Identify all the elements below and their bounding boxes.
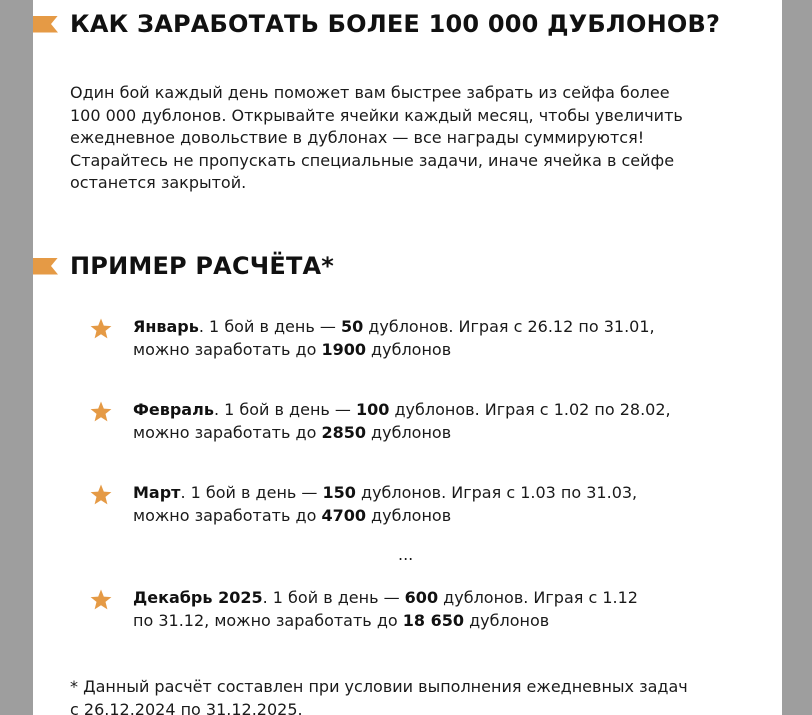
- intro-line: Старайтесь не пропускать специальные задачи, иначе ячейка в сейфе: [70, 150, 675, 170]
- example-line: [133, 505, 637, 528]
- section-heading-earn: [33, 10, 720, 38]
- text-fragment: . 1 бой в день —: [213, 400, 356, 419]
- example-line: [133, 316, 655, 339]
- footnote-line: * Данный расчёт составлен при условии выполнения ежедневных задач: [70, 677, 688, 696]
- text-fragment: можно заработать до: [133, 339, 322, 359]
- example-item-march: [89, 482, 769, 527]
- text-fragment: . 1 бой в день —: [198, 317, 341, 336]
- ellipsis-separator: ...: [398, 545, 414, 564]
- text-fragment: дублонов: [365, 339, 452, 359]
- ribbon-flag-icon: [33, 16, 58, 33]
- text-fragment: . 1 бой в день —: [262, 588, 405, 607]
- example-item-december: [89, 587, 769, 632]
- daily-amount: 50: [340, 317, 364, 336]
- footnote: [70, 676, 780, 715]
- example-line: [133, 587, 638, 610]
- total-amount: 4700: [321, 505, 366, 525]
- section-title: КАК ЗАРАБОТАТЬ БОЛЕЕ 100 000 ДУБЛОНОВ?: [70, 10, 721, 38]
- intro-line: останется закрытой.: [70, 173, 247, 192]
- text-fragment: . 1 бой в день —: [180, 483, 323, 502]
- example-line: [133, 339, 655, 362]
- text-fragment: дублонов: [463, 610, 550, 630]
- example-line: [133, 399, 671, 422]
- text-fragment: можно заработать до: [133, 505, 322, 525]
- text-fragment: дублонов. Играя с 26.12 по 31.01,: [363, 317, 655, 336]
- star-icon: [89, 400, 113, 424]
- month-name: Январь: [133, 317, 199, 336]
- daily-amount: 150: [322, 483, 356, 502]
- example-item-february: [89, 399, 769, 444]
- star-icon: [89, 588, 113, 612]
- section-title: ПРИМЕР РАСЧЁТА*: [70, 252, 335, 280]
- section-heading-example: [33, 252, 334, 280]
- total-amount: 18 650: [402, 610, 464, 630]
- month-name: Февраль: [133, 400, 214, 419]
- example-line: [133, 482, 637, 505]
- text-fragment: дублонов. Играя с 1.03 по 31.03,: [355, 483, 638, 502]
- total-amount: 1900: [321, 339, 366, 359]
- example-text: [133, 399, 671, 444]
- example-item-january: [89, 316, 769, 361]
- month-name: Март: [133, 483, 181, 502]
- footnote-line: с 26.12.2024 по 31.12.2025.: [70, 699, 303, 715]
- intro-paragraph: [70, 82, 760, 195]
- text-fragment: дублонов: [365, 505, 452, 525]
- example-text: [133, 587, 638, 632]
- text-fragment: по 31.12, можно заработать до: [133, 610, 403, 630]
- text-fragment: можно заработать до: [133, 422, 322, 442]
- text-fragment: дублонов: [365, 422, 452, 442]
- article-page: [33, 0, 782, 715]
- example-text: [133, 482, 637, 527]
- intro-line: ежедневное довольствие в дублонах — все награды суммируются!: [70, 128, 645, 147]
- daily-amount: 100: [356, 400, 390, 419]
- example-line: [133, 422, 671, 445]
- intro-line: 100 000 дублонов. Открывайте ячейки каждый месяц, чтобы увеличить: [70, 105, 683, 125]
- month-name: Декабрь 2025: [133, 588, 263, 607]
- ribbon-flag-icon: [33, 258, 58, 275]
- example-line: [133, 610, 638, 633]
- total-amount: 2850: [321, 422, 366, 442]
- daily-amount: 600: [404, 588, 439, 607]
- star-icon: [89, 483, 113, 507]
- text-fragment: дублонов. Играя с 1.02 по 28.02,: [389, 400, 671, 419]
- star-icon: [89, 317, 113, 341]
- text-fragment: дублонов. Играя с 1.12: [438, 588, 638, 607]
- intro-line: Один бой каждый день поможет вам быстрее забрать из сейфа более: [70, 83, 670, 102]
- example-text: [133, 316, 655, 361]
